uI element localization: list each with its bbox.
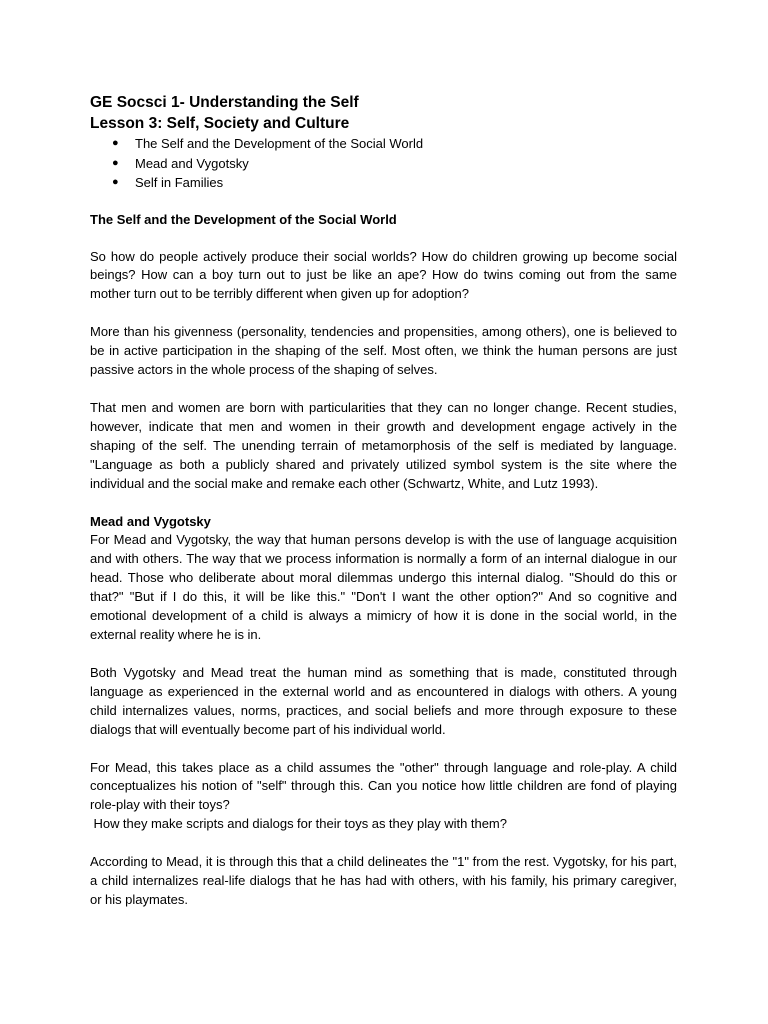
paragraph: Both Vygotsky and Mead treat the human mind as something that is made, constituted through language as experienced in the external world and as encountered in dialogs with others. A young child internalizes values, norms, practices, and social beliefs and more through exposure to these dialogs that will eventually become part of his individual world.	[90, 664, 677, 737]
paragraph: That men and women are born with particularities that they can no longer change. Recent studies, however, indicate that men and women in their growth and development engage actively in the shaping of the self. The unending terrain of metamorphosis of the self is mediated by language. "Language as both a publicly shared and privately utilized symbol system is the site where the individual and the social make and remake each other (Schwartz, White, and Lutz 1993).	[90, 399, 677, 491]
section-heading: The Self and the Development of the Social World	[90, 211, 397, 227]
spacer	[90, 304, 677, 323]
spacer	[90, 645, 677, 664]
spacer	[90, 493, 677, 512]
paragraph: How they make scripts and dialogs for their toys as they play with them?	[90, 816, 507, 832]
bullet-icon: ●	[112, 156, 119, 169]
list-item	[90, 173, 677, 193]
course-title: GE Socsci 1- Understanding the Self	[90, 94, 359, 111]
topic-label: Self in Families	[135, 175, 224, 190]
list-item	[90, 134, 677, 154]
paragraph: So how do people actively produce their social worlds? How do children growing up become social beings? How can a boy turn out to just be like an ape? How do twins coming out from the same mother turn out to be terribly different when given up for adoption?	[90, 248, 677, 302]
document-page	[90, 92, 677, 910]
spacer	[90, 380, 677, 399]
topic-label: Mead and Vygotsky	[135, 155, 249, 171]
lesson-title: Lesson 3: Self, Society and Culture	[90, 115, 350, 132]
bullet-icon: ●	[112, 176, 119, 188]
paragraph: According to Mead, it is through this that a child delineates the "1" from the rest. Vygotsky, for his part, a child internalizes real-life dialogs that he has had with others, with his family, his primary caregiver, or his playmates.	[90, 854, 677, 907]
list-item	[90, 154, 677, 174]
spacer	[90, 193, 677, 210]
topic-label: The Self and the Development of the Social World	[135, 136, 424, 151]
paragraph: For Mead, this takes place as a child assumes the "other" through language and role-play. A child conceptualizes his notion of "self" through this. Can you notice how little children are fond of playing role-play with their toys?	[90, 759, 677, 813]
paragraph: More than his givenness (personality, tendencies and propensities, among others), one is believed to be in active participation in the shaping of the self. Most often, we think the human persons are just passive actors in the whole process of the shaping of selves.	[90, 324, 677, 378]
bullet-icon: ●	[112, 137, 119, 149]
lesson-topics-list	[90, 134, 677, 193]
spacer	[90, 834, 677, 853]
spacer	[90, 229, 677, 248]
paragraph: For Mead and Vygotsky, the way that human persons develop is with the use of language acquisition and with others. The way that we process information is normally a form of an internal dialogue in our head. Those who deliberate about moral dilemmas undergo this internal dialog. "Should do this or that?" "But if I do this, it will be like this." "Don't I want the other option?" And so cognitive and emotional development of a child is always a mimicry of how it is done in the social world, in the external reality where he is in.	[90, 532, 677, 642]
spacer	[90, 740, 677, 759]
section-heading: Mead and Vygotsky	[90, 514, 211, 530]
